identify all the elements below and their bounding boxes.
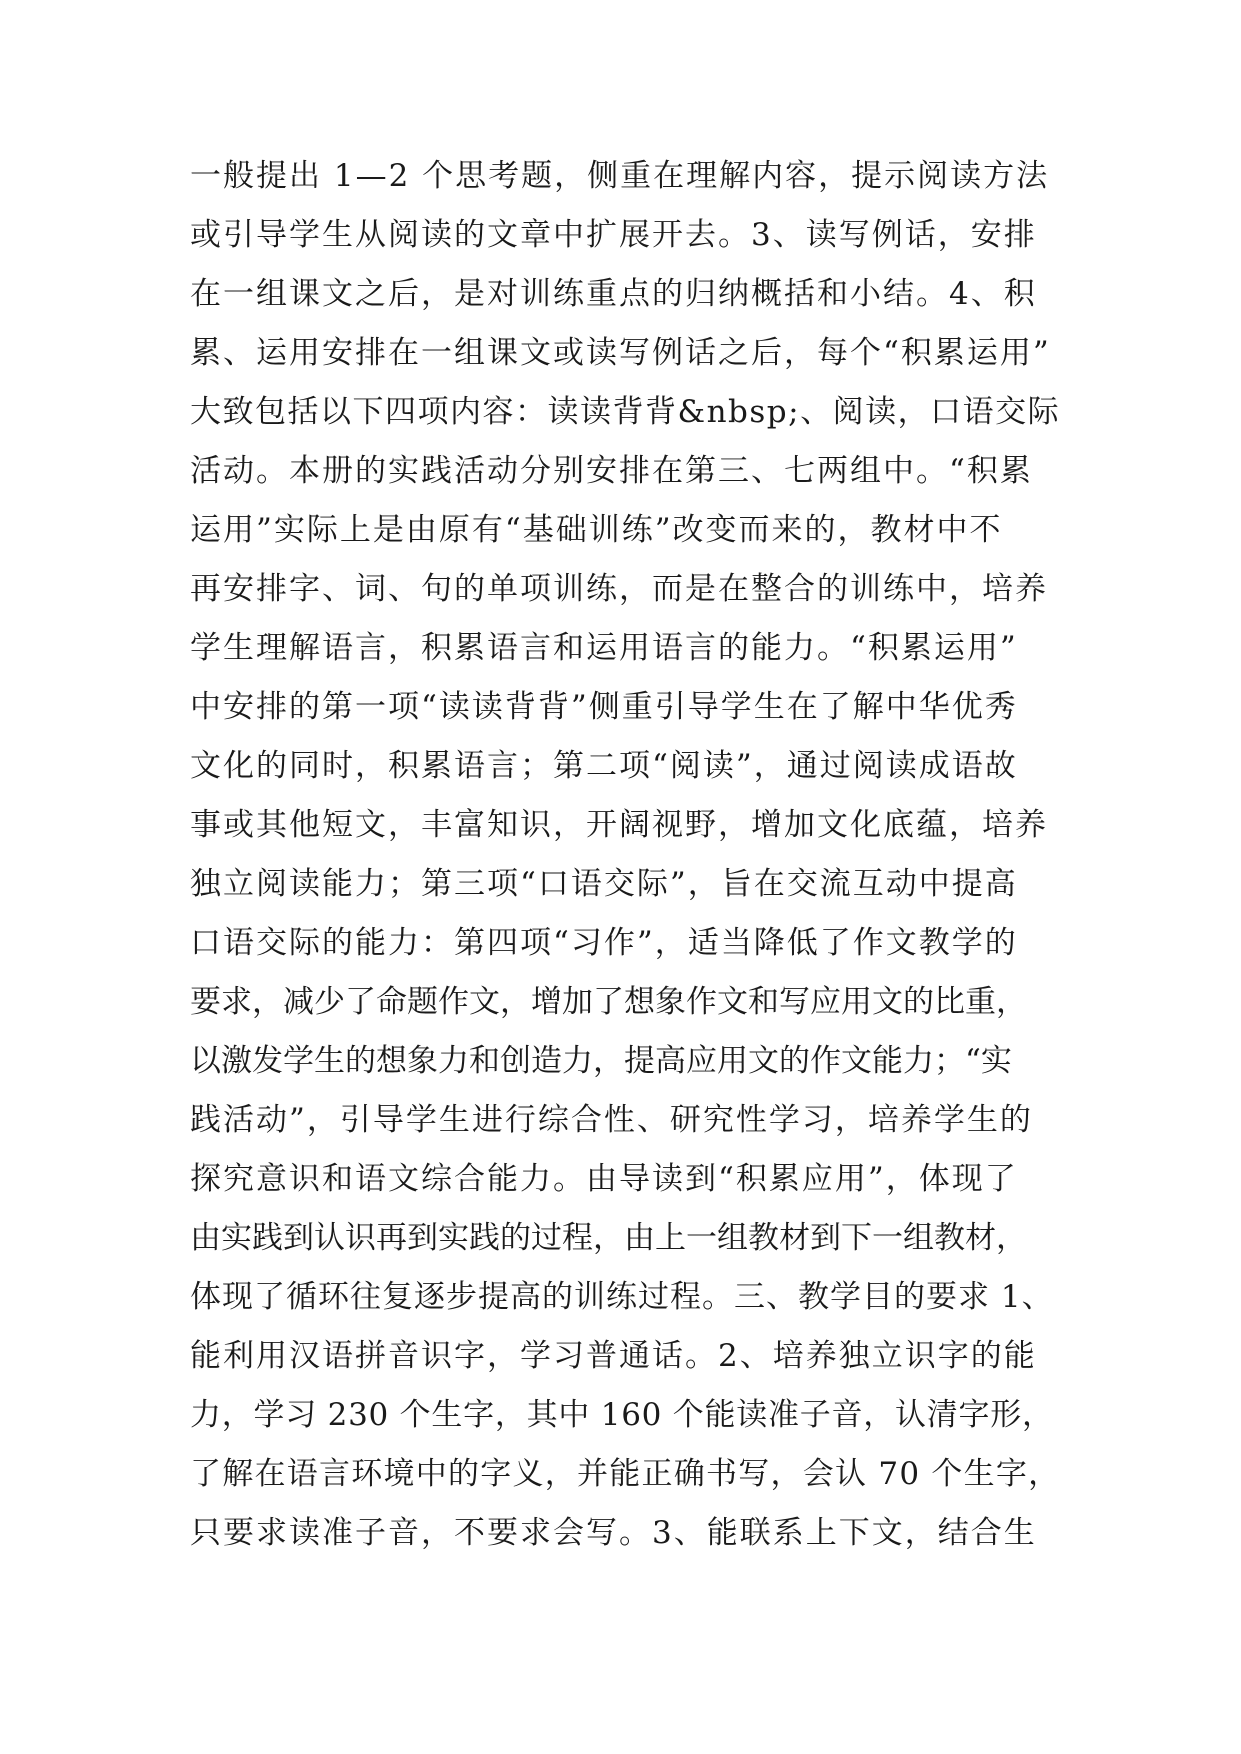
text-line: 以激发学生的想象力和创造力，提高应用文的作文能力；“实 <box>190 1043 1012 1079</box>
text-line: 力，学习 230 个生字，其中 160 个能读准子音，认清字形， <box>190 1397 1054 1433</box>
text-line: 中安排的第一项“读读背背”侧重引导学生在了解中华优秀 <box>190 689 1018 725</box>
text-line: 文化的同时，积累语言；第二项“阅读”，通过阅读成语故 <box>190 748 1018 784</box>
text-line: 大致包括以下四项内容：读读背背&nbsp;、阅读，口语交际 <box>190 394 1060 430</box>
text-line: 活动。本册的实践活动分别安排在第三、七两组中。“积累 <box>190 453 1033 489</box>
text-line: 累、运用安排在一组课文或读写例话之后，每个“积累运用” <box>190 335 1051 371</box>
text-line: 事或其他短文，丰富知识，开阔视野，增加文化底蕴，培养 <box>190 807 1048 843</box>
text-line: 独立阅读能力；第三项“口语交际”，旨在交流互动中提高 <box>190 866 1018 902</box>
text-line: 口语交际的能力：第四项“习作”，适当降低了作文教学的 <box>190 925 1018 961</box>
text-line: 了解在语言环境中的字义，并能正确书写，会认 70 个生字， <box>190 1456 1060 1492</box>
text-line: 或引导学生从阅读的文章中扩展开去。3、读写例话，安排 <box>190 217 1037 253</box>
text-line: 践活动”，引导学生进行综合性、研究性学习，培养学生的 <box>190 1102 1033 1138</box>
text-line: 一般提出 1—2 个思考题，侧重在理解内容，提示阅读方法 <box>190 158 1050 194</box>
text-line: 能利用汉语拼音识字，学习普通话。2、培养独立识字的能 <box>190 1338 1037 1374</box>
text-line: 体现了循环往复逐步提高的训练过程。三、教学目的要求 1、 <box>190 1279 1054 1315</box>
text-line: 探究意识和语文综合能力。由导读到“积累应用”，体现了 <box>190 1161 1018 1197</box>
body-text <box>190 147 1060 1563</box>
text-line: 只要求读准子音，不要求会写。3、能联系上下文，结合生 <box>190 1515 1037 1551</box>
text-line: 要求，减少了命题作文，增加了想象作文和写应用文的比重， <box>190 984 1027 1020</box>
text-line: 再安排字、词、句的单项训练，而是在整合的训练中，培养 <box>190 571 1048 607</box>
text-line: 在一组课文之后，是对训练重点的归纳概括和小结。4、积 <box>190 276 1037 312</box>
text-line: 运用”实际上是由原有“基础训练”改变而来的，教材中不 <box>190 512 1003 548</box>
text-line: 由实践到认识再到实践的过程，由上一组教材到下一组教材， <box>190 1220 1027 1256</box>
text-line: 学生理解语言，积累语言和运用语言的能力。“积累运用” <box>190 630 1018 666</box>
